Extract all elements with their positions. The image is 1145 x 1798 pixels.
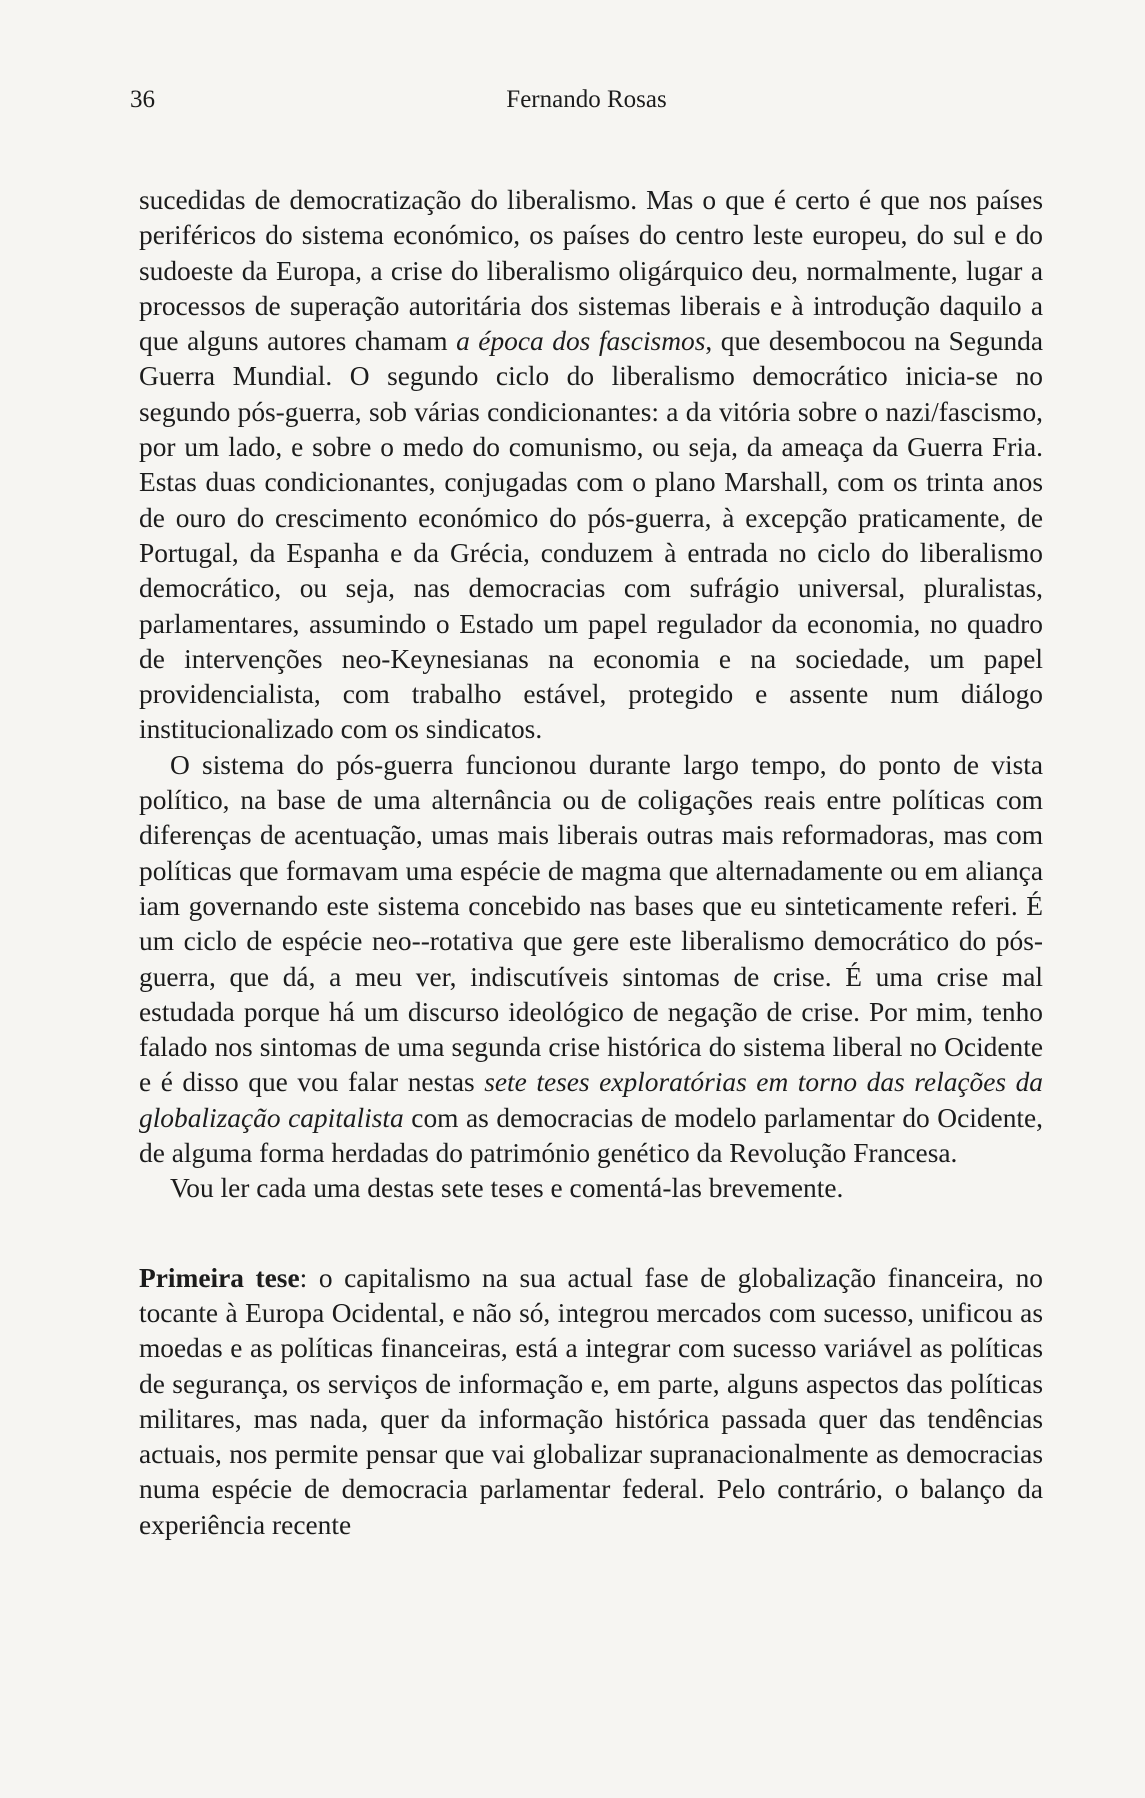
paragraph-1-italic: a época dos fascismos — [456, 326, 706, 357]
paragraph-2-text-b: com as democracias de modelo parlamentar do Ocidente, de alguma forma herdadas do património genético da Revolução Francesa. — [139, 1102, 1043, 1169]
paragraph-1 — [139, 183, 1043, 748]
paragraph-2-italic: sete teses exploratórias em torno das relações da globalização capitalista — [139, 1067, 1043, 1133]
paragraph-3: Vou ler cada uma destas sete teses e comentá-las brevemente. — [170, 1173, 844, 1204]
section-gap — [139, 1207, 1043, 1261]
page-header — [130, 86, 1043, 116]
page-number: 36 — [130, 86, 155, 113]
thesis-label: Primeira tese — [139, 1262, 300, 1293]
paragraph-4 — [139, 1261, 1043, 1543]
paragraph-2 — [139, 748, 1043, 1172]
body-text — [139, 183, 1043, 1543]
running-head: Fernando Rosas — [506, 86, 667, 113]
paragraph-1-text-b: , que desembocou na Segunda Guerra Mundial. O segundo ciclo do liberalismo democrático inicia-se no segundo pós-guerra, sob várias condicionantes: a da vitória sobre o nazi/fascismo, por um lado, e sobre o medo do comunismo, ou seja, da ameaça da Guerra Fria. Estas duas condicionantes, conjugadas com o plano Marshall, com os trinta anos de ouro do crescimento económico do pós-guerra, à excepção praticamente, de Portugal, da Espanha e da Grécia, conduzem à entrada no ciclo do liberalismo democrático, ou seja, nas democracias com sufrágio universal, pluralistas, parlamentares, assumindo o Estado um papel regulador da economia, no quadro de intervenções neo-Keynesianas na economia e na sociedade, um papel providencialista, com trabalho estável, protegido e assente num diálogo institucionalizado com os sindicatos. — [139, 326, 1043, 745]
paragraph-4-text: : o capitalismo na sua actual fase de globalização financeira, no tocante à Europa Ocidental, e não só, integrou mercados com sucesso, unificou as moedas e as políticas financeiras, está a integrar com sucesso variável as políticas de segurança, os serviços de informação e, em parte, alguns aspectos das políticas militares, mas nada, quer da informação histórica passada quer das tendências actuais, nos permite pensar que vai globalizar supranacionalmente as democracias numa espécie de democracia parlamentar federal. Pelo contrário, o balanço da experiência recente — [139, 1262, 1043, 1540]
paragraph-1-text-a: sucedidas de democratização do liberalismo. Mas o que é certo é que nos países periféricos do sistema económico, os países do centro leste europeu, do sul e do sudoeste da Europa, a crise do liberalismo oligárquico deu, normalmente, lugar a processos de superação autoritária dos sistemas liberais e à introdução daquilo a que alguns autores chamam — [139, 185, 1043, 357]
paragraph-2-text-a: O sistema do pós-guerra funcionou durante largo tempo, do ponto de vista político, na base de uma alternância ou de coligações reais entre políticas com diferenças de acentuação, umas mais liberais outras mais reformadoras, mas com políticas que formavam uma espécie de magma que alternadamente ou em aliança iam governando este sistema concebido nas bases que eu sinteticamente referi. É um ciclo de espécie neo-‑rotativa que gere este liberalismo democrático do pós-guerra, que dá, a meu ver, indiscutíveis sintomas de crise. É uma crise mal estudada porque há um discurso ideológico de negação de crise. Por mim, tenho falado nos sintomas de uma segunda crise histórica do sistema liberal no Ocidente e é disso que vou falar nestas — [139, 749, 1043, 1098]
